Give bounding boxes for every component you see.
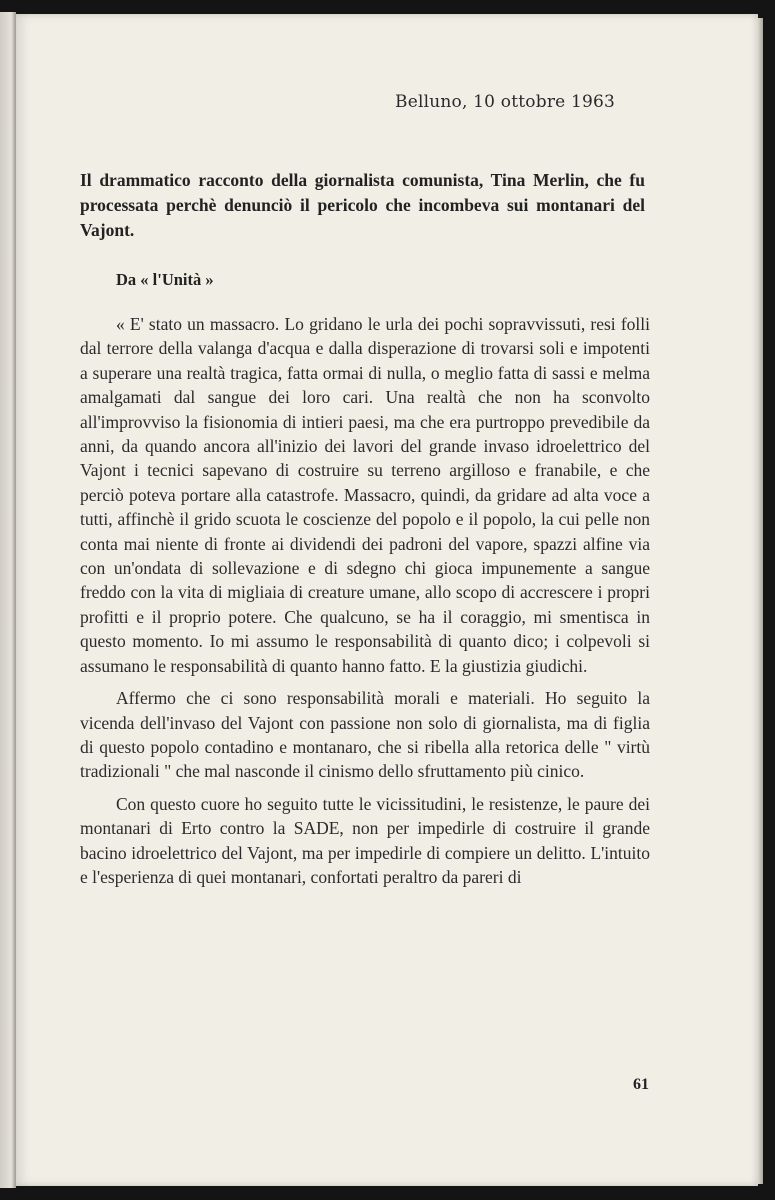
body-paragraph: Affermo che ci sono responsabilità morali e materiali. Ho seguito la vicenda dell'invaso del Vajont con passione non solo di giornalista, ma di figlia di questo popolo contadino e montanaro, che si ribella alla retorica delle " virtù tradizionali " che mal nasconde il cinismo dello sfruttamento più cinico. [80, 688, 650, 782]
body-paragraph: Con questo cuore ho seguito tutte le vicissitudini, le resistenze, le paure dei montanari di Erto contro la SADE, non per impedirle di costruire il grande bacino idroelettrico del Vajont, ma per impedirle di compiere un delitto. L'intuito e l'esperienza di quei montanari, confortati peraltro da pareri di [80, 793, 650, 887]
article-headline: Il drammatico racconto della giornalista comunista, Tina Merlin, che fu processata perchè denunciò il pericolo che incombeva sui montanari del Vajont. [80, 170, 645, 240]
page-number: 61 [633, 1076, 649, 1093]
article-body [80, 312, 650, 897]
page-stack-edge [758, 18, 763, 1184]
previous-page-edge [0, 12, 16, 1188]
body-paragraph: « E' stato un massacro. Lo gridano le urla dei pochi sopravvissuti, resi folli dal terrore della valanga d'acqua e dalla disperazione di trovarsi soli e impotenti a superare una realtà tragica, fatta ormai di nulla, o meglio fatta di sassi e melma amalgamati dal sangue dei loro cari. Una realtà che non ha sconvolto all'improvviso la fisionomia di intieri paesi, ma che era purtroppo prevedibile da anni, da quando ancora all'inizio dei lavori del grande invaso idroelettrico del Vajont i tecnici sapevano di costruire su terreno argilloso e franabile, e che perciò poteva portare alla catastrofe. Massacro, quindi, da gridare ad alta voce a tutti, affinchè il grido scuota le coscienze del popolo e il popolo, la cui pelle non conta mai niente di fronte ai dividendi dei padroni del vapore, spazzi alfine via con un'ondata di sollevazione e di sdegno chi gioca impunemente a sangue freddo con la vita di migliaia di creature umane, allo scopo di accrescere i propri profitti e il proprio potere. Che qualcuno, se ha il coraggio, mi smentisca in questo momento. Io mi assumo le responsabilità di quanto dico; i colpevoli si assumano le responsabilità di quanto hanno fatto. E la giustizia giudichi. [80, 314, 650, 676]
dateline: Belluno, 10 ottobre 1963 [395, 92, 616, 112]
source-label: Da « l'Unità » [116, 270, 214, 289]
